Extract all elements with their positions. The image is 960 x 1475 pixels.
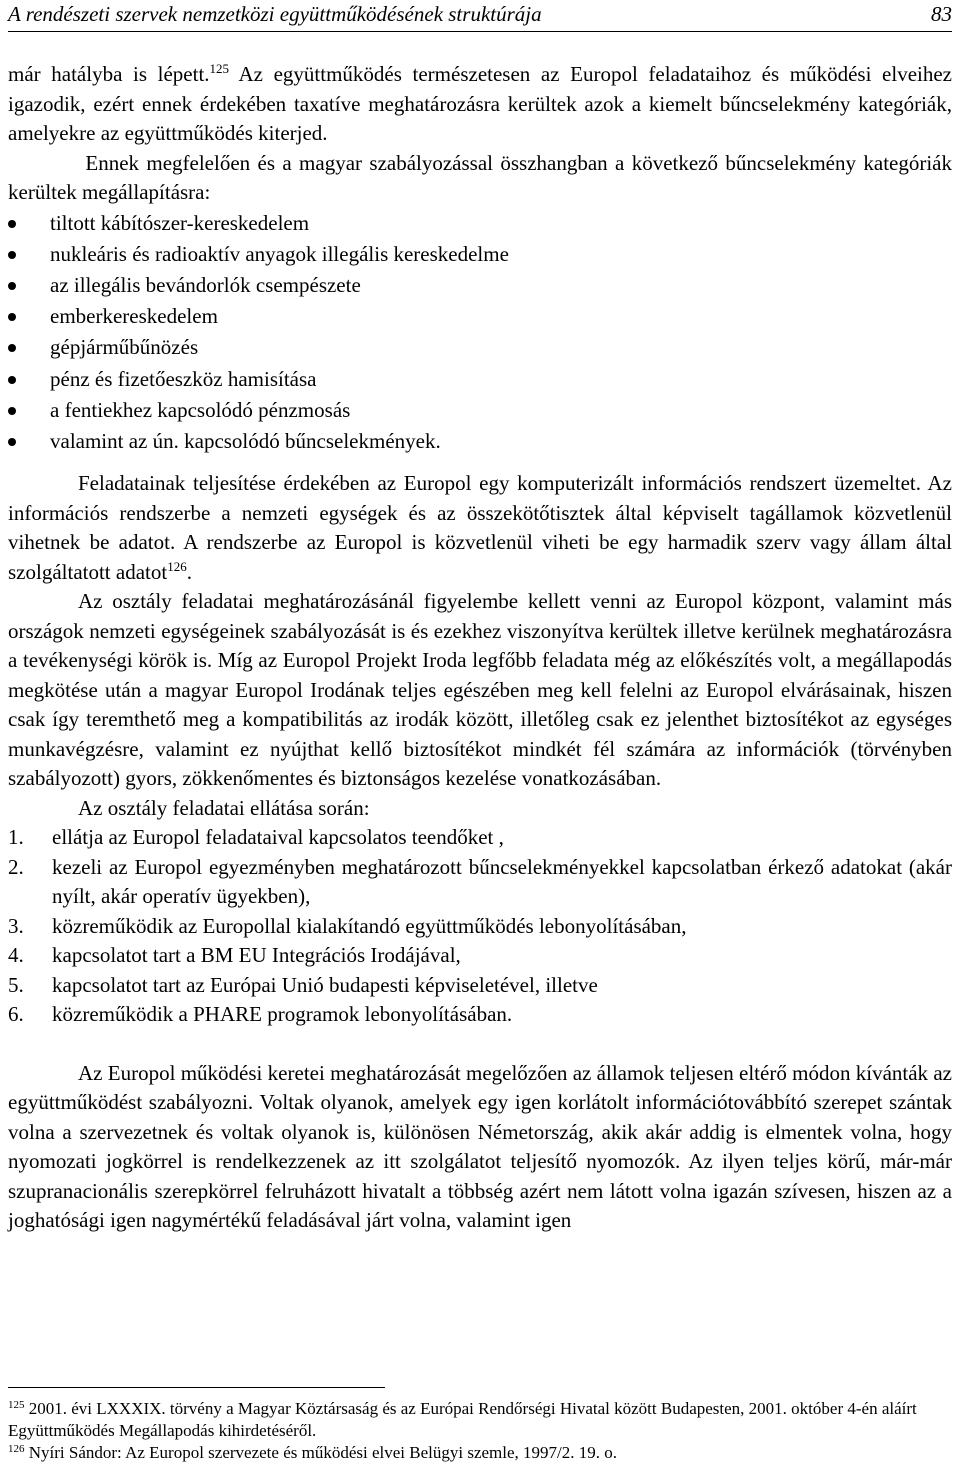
item-number: 5. xyxy=(8,972,24,997)
item-text: közreműködik a PHARE programok lebonyolításában. xyxy=(52,1002,513,1027)
list-item-text: valamint az ún. kapcsolódó bűncselekmények. xyxy=(50,428,441,453)
list-item xyxy=(8,364,952,395)
spacer xyxy=(8,457,952,469)
list-item-text: a fentiekhez kapcsolódó pénzmosás xyxy=(50,397,351,422)
paragraph-tasks-intro: Az osztály feladatai ellátása során: xyxy=(78,795,370,820)
bullet-icon xyxy=(8,220,16,228)
item-number: 1. xyxy=(8,825,24,850)
numbered-item xyxy=(8,1000,952,1030)
paragraph-information-system xyxy=(8,469,952,587)
numbered-item xyxy=(8,853,952,912)
item-number: 3. xyxy=(8,913,24,938)
intro-part-2: Az együttműködés természetesen az Europol feladataihoz és működési elveihez igazodik, ezért ennek érdekében taxatíve meghatározásra kerültek azok a kiemelt bűncselekmény kategóriák, amelyekre az együttműködés kiterjed. xyxy=(8,62,952,145)
item-text: kapcsolatot tart az Európai Unió budapesti képviseletével, illetve xyxy=(52,972,598,997)
paragraph-end: . xyxy=(186,559,192,584)
item-number: 2. xyxy=(8,854,24,879)
numbered-item xyxy=(8,823,952,853)
footnote-125 xyxy=(8,1398,952,1442)
footnotes xyxy=(8,1398,952,1464)
list-item xyxy=(8,270,952,301)
running-header xyxy=(8,0,952,30)
footnote-ref-126: 126 xyxy=(167,558,187,574)
footnote-126 xyxy=(8,1442,952,1464)
list-item xyxy=(8,239,952,270)
numbered-item xyxy=(8,912,952,942)
list-item-text: emberkereskedelem xyxy=(50,304,218,329)
footnote-number: 126 xyxy=(8,1443,25,1455)
list-item-text: az illegális bevándorlók csempészete xyxy=(50,272,361,297)
item-text: közreműködik az Europollal kialakítandó együttműködés lebonyolításában, xyxy=(52,913,687,938)
footnote-text: Nyíri Sándor: Az Europol szervezete és működési elvei Belügyi szemle, 1997/2. 19. o. xyxy=(24,1443,618,1462)
bullet-icon xyxy=(8,251,16,259)
footnote-rule xyxy=(8,1387,385,1388)
intro-paragraph xyxy=(8,60,952,208)
list-item-text: gépjárműbűnözés xyxy=(50,335,199,360)
bullet-icon xyxy=(8,376,16,384)
spacer xyxy=(8,1030,952,1059)
item-text: ellátja az Europol feladataival kapcsolatos teendőket , xyxy=(52,825,504,850)
numbered-item xyxy=(8,971,952,1001)
list-item xyxy=(8,395,952,426)
list-item xyxy=(8,301,952,332)
numbered-item xyxy=(8,941,952,971)
body-text xyxy=(8,60,952,1236)
bullet-icon xyxy=(8,438,16,446)
item-text: kezeli az Europol egyezményben meghatározott bűncselekményekkel kapcsolatban érkező adatokat (akár nyílt, akár operatív ügyekben), xyxy=(52,854,952,909)
paragraph-department-tasks: Az osztály feladatai meghatározásánál figyelembe kellett venni az Europol központ, valamint más országok nemzeti egységeinek szabályozását is és ezekhez viszonyítva kerültek illetve kerülnek meghatározásra a tevékenységi körök is. Míg az Europol Projekt Iroda legfőbb feladata még az előkészítés volt, a megállapodás megkötése után a magyar Europol Irodának teljes egészében meg kell felelni az Europol elvárásainak, hiszen csak így teremthető meg a kompatibilitás az irodák között, illetőleg csak ez jelenthet biztosítékot az egységes munkavégzésre, valamint ez nyújthat kellő biztosítékot mindkét fél számára az információk (törvényben szabályozott) gyors, zökkenőmentes és biztonságos kezelése vonatkozásában. xyxy=(8,589,952,791)
header-title: A rendészeti szervek nemzetközi együttműködésének struktúrája xyxy=(8,2,542,26)
numbered-task-list xyxy=(8,823,952,1030)
list-item xyxy=(8,426,952,457)
item-number: 6. xyxy=(8,1002,24,1027)
list-item-text: nukleáris és radioaktív anyagok illegális kereskedelme xyxy=(50,241,509,266)
list-item-text: pénz és fizetőeszköz hamisítása xyxy=(50,366,317,391)
intro-part-3: Ennek megfelelően és a magyar szabályozással összhangban a következő bűncselekmény kategóriák kerültek megállapításra: xyxy=(8,150,952,204)
footnote-ref-125: 125 xyxy=(209,61,230,76)
intro-part-1: már hatályba is lépett. xyxy=(8,62,210,86)
crime-category-list xyxy=(8,208,952,458)
list-item xyxy=(8,208,952,239)
page-number: 83 xyxy=(931,2,952,26)
list-item-text: tiltott kábítószer-kereskedelem xyxy=(50,210,310,235)
item-text: kapcsolatot tart a BM EU Integrációs Irodájával, xyxy=(52,943,461,968)
footnote-number: 125 xyxy=(8,1399,25,1411)
bullet-icon xyxy=(8,407,16,415)
footnote-text: 2001. évi LXXXIX. törvény a Magyar Köztársaság és az Európai Rendőrségi Hivatal között Budapesten, 2001. október 4-én aláírt Együttműködés Megállapodás kihirdetéséről. xyxy=(8,1399,917,1440)
paragraph-text: Feladatainak teljesítése érdekében az Europol egy komputerizált információs rendszert üzemeltet. Az információs rendszerbe a nemzeti egységek és az összekötőtisztek által képviselt tagállamok közvetlenül vihetnek be adatot. A rendszerbe az Europol is közvetlenül viheti be egy harmadik szerv vagy állam által szolgáltatott adatot xyxy=(8,471,952,584)
item-number: 4. xyxy=(8,943,24,968)
paragraph-europol-history: Az Europol működési keretei meghatározását megelőzően az államok teljesen eltérő módon kívánták az együttműködést szabályozni. Voltak olyanok, amelyek egy igen korlátolt információtovábbító szerepet szántak volna a szervezetnek és voltak olyanok is, különösen Németország, akik akár addig is elmentek volna, hogy nyomozati jogkörrel is rendelkezzenek az itt szolgálatot teljesítő nyomozók. Az ilyen teljes körű, már-már szupranacionális szerepkörrel felruházott hivatalt a többség azért nem látott volna igazán szívesen, hiszen az a joghatósági igen nagymértékű feladásával járt volna, valamint igen xyxy=(8,1060,952,1233)
list-item xyxy=(8,332,952,363)
bullet-icon xyxy=(8,313,16,321)
bullet-icon xyxy=(8,344,16,352)
header-rule xyxy=(8,31,952,32)
bullet-icon xyxy=(8,282,16,290)
